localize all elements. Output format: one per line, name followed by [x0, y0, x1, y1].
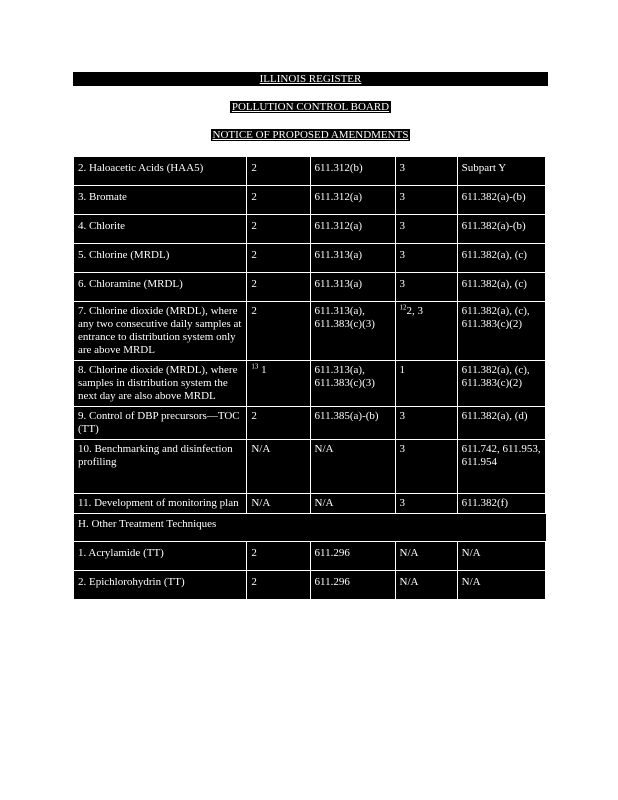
table-row: [74, 302, 546, 361]
tier-cell: 2: [247, 273, 310, 302]
contaminant-cell: 8. Chlorine dioxide (MRDL), where samples in distribution system the next day are also above MRDL: [74, 361, 247, 407]
tier-cell: N/A: [247, 494, 310, 514]
table-row: [74, 542, 546, 571]
monitoring-tier-cell: 3: [395, 215, 457, 244]
table-row: [74, 215, 546, 244]
monitoring-tier-cell: 3: [395, 157, 457, 186]
monitoring-citation-cell: 611.382(a)-(b): [457, 186, 545, 215]
mcl-citation-cell: 611.312(a): [310, 215, 395, 244]
notice-title: NOTICE OF PROPOSED AMENDMENTS: [212, 129, 409, 141]
contaminant-cell: 2. Epichlorohydrin (TT): [74, 571, 247, 600]
contaminant-cell: 4. Chlorite: [74, 215, 247, 244]
monitoring-citation-cell: 611.382(a), (c): [457, 244, 545, 273]
contaminant-cell: 11. Development of monitoring plan: [74, 494, 247, 514]
mcl-citation-cell: 611.312(a): [310, 186, 395, 215]
tier-cell: N/A: [247, 440, 310, 494]
monitoring-citation-cell: 611.382(f): [457, 494, 545, 514]
mcl-citation-cell: 611.296: [310, 571, 395, 600]
monitoring-tier-cell: N/A: [395, 571, 457, 600]
violations-table: [73, 156, 546, 600]
table-row: [74, 571, 546, 600]
tier-cell: 2: [247, 302, 310, 361]
section-heading: H. Other Treatment Techniques: [74, 514, 546, 542]
tier-cell: 2: [247, 215, 310, 244]
tier-cell: 2: [247, 157, 310, 186]
monitoring-citation-cell: 611.382(a), (c), 611.383(c)(2): [457, 302, 545, 361]
board-name: POLLUTION CONTROL BOARD: [231, 101, 390, 113]
contaminant-cell: 9. Control of DBP precursors—TOC (TT): [74, 407, 247, 440]
mcl-citation-cell: 611.312(b): [310, 157, 395, 186]
monitoring-tier-cell: 3: [395, 273, 457, 302]
register-title: ILLINOIS REGISTER: [73, 72, 548, 86]
footnote-marker: 12: [399, 303, 407, 312]
monitoring-citation-cell: 611.382(a), (d): [457, 407, 545, 440]
mcl-citation-cell: N/A: [310, 494, 395, 514]
table-row: [74, 361, 546, 407]
table-row: [74, 440, 546, 494]
monitoring-citation-cell: 611.382(a), (c), 611.383(c)(2): [457, 361, 545, 407]
tier-cell: 2: [247, 407, 310, 440]
contaminant-cell: 1. Acrylamide (TT): [74, 542, 247, 571]
mcl-citation-cell: 611.313(a), 611.383(c)(3): [310, 361, 395, 407]
monitoring-tier-cell: 1: [395, 361, 457, 407]
monitoring-citation-cell: 611.742, 611.953, 611.954: [457, 440, 545, 494]
contaminant-cell: 6. Chloramine (MRDL): [74, 273, 247, 302]
table-row: [74, 494, 546, 514]
monitoring-tier-cell: 3: [395, 440, 457, 494]
table-row: [74, 407, 546, 440]
mcl-citation-cell: 611.313(a), 611.383(c)(3): [310, 302, 395, 361]
contaminant-cell: 5. Chlorine (MRDL): [74, 244, 247, 273]
tier-cell: 2: [247, 244, 310, 273]
monitoring-tier-cell: 3: [395, 186, 457, 215]
monitoring-citation-cell: 611.382(a)-(b): [457, 215, 545, 244]
mcl-citation-cell: 611.313(a): [310, 273, 395, 302]
monitoring-tier-cell: 3: [395, 407, 457, 440]
monitoring-citation-cell: N/A: [457, 542, 545, 571]
table-row: [74, 273, 546, 302]
monitoring-tier-cell: N/A: [395, 542, 457, 571]
monitoring-tier-cell: $^{12}$2, 3: [395, 302, 457, 361]
table-row: [74, 186, 546, 215]
footnote-marker: 13: [251, 362, 259, 371]
mcl-citation-cell: 611.313(a): [310, 244, 395, 273]
monitoring-citation-cell: 611.382(a), (c): [457, 273, 545, 302]
monitoring-citation-cell: Subpart Y: [457, 157, 545, 186]
mcl-citation-cell: N/A: [310, 440, 395, 494]
monitoring-tier-cell: 3: [395, 494, 457, 514]
tier-cell: 2: [247, 542, 310, 571]
monitoring-tier-cell: 3: [395, 244, 457, 273]
tier-cell: 2: [247, 571, 310, 600]
tier-cell: 2: [247, 186, 310, 215]
contaminant-cell: 2. Haloacetic Acids (HAA5): [74, 157, 247, 186]
mcl-citation-cell: 611.385(a)-(b): [310, 407, 395, 440]
table-row: [74, 157, 546, 186]
contaminant-cell: 7. Chlorine dioxide (MRDL), where any two consecutive daily samples at entrance to distribution system only are above MRDL: [74, 302, 247, 361]
table-row: [74, 244, 546, 273]
contaminant-cell: 10. Benchmarking and disinfection profiling: [74, 440, 247, 494]
mcl-citation-cell: 611.296: [310, 542, 395, 571]
contaminant-cell: 3. Bromate: [74, 186, 247, 215]
section-row: [74, 514, 546, 542]
monitoring-citation-cell: N/A: [457, 571, 545, 600]
tier-cell: $^{13}$ 1: [247, 361, 310, 407]
